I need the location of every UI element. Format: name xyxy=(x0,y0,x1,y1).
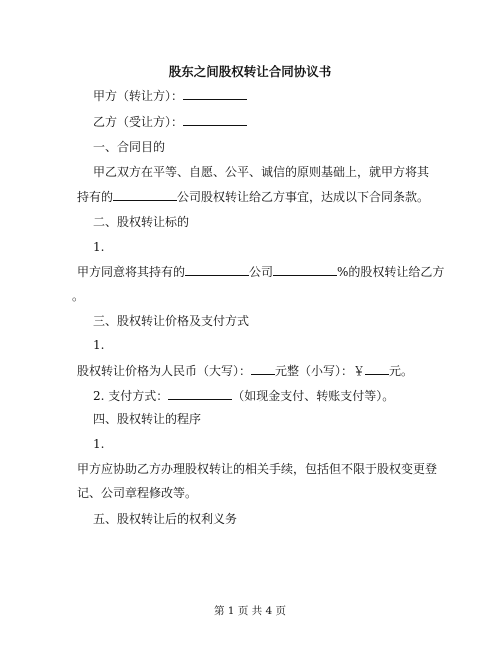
section-3-payment-label: 2. 支付方式： xyxy=(93,389,169,403)
section-2-company-blank xyxy=(185,263,249,276)
party-a-blank xyxy=(183,87,247,100)
section-2-heading: 二、股权转让标的 xyxy=(93,215,190,229)
section-3-payment-text: （如现金支付、转账支付等）。 xyxy=(232,389,395,403)
section-2-line-2: 。 xyxy=(72,289,85,303)
section-3-heading: 三、股权转让价格及支付方式 xyxy=(93,314,250,328)
section-4-heading: 四、股权转让的程序 xyxy=(93,412,202,426)
company-blank xyxy=(113,188,177,201)
party-a-label: 甲方（转让方）： xyxy=(93,89,184,103)
price-number-blank xyxy=(365,362,389,375)
page-number-footer: 第 1 页 共 4 页 xyxy=(213,605,287,617)
section-2-percent-blank xyxy=(273,263,337,276)
section-2-number: 1. xyxy=(93,240,105,254)
section-2-text-c: %的股权转让给乙方 xyxy=(337,265,445,279)
section-3-text-c: 元。 xyxy=(389,364,414,378)
party-b-line xyxy=(93,113,247,130)
section-1-paragraph-line-2 xyxy=(77,188,429,205)
section-3-payment-line xyxy=(93,387,394,404)
party-b-blank xyxy=(183,113,247,126)
section-4-number: 1. xyxy=(93,437,105,451)
section-1-text-b: 公司股权转让给乙方事宜，达成以下合同条款。 xyxy=(177,190,430,204)
section-3-number: 1. xyxy=(93,338,105,352)
party-b-label: 乙方（受让方）： xyxy=(93,115,184,129)
section-2-text-a: 甲方同意将其持有的 xyxy=(77,265,186,279)
section-4-line-1: 甲方应协助乙方办理股权转让的相关手续，包括但不限于股权变更登 xyxy=(77,462,438,476)
party-a-line xyxy=(93,87,247,104)
section-4-line-2: 记、公司章程修改等。 xyxy=(77,486,198,500)
section-1-text-a: 持有的 xyxy=(77,190,114,204)
section-3-text-a: 股权转让价格为人民币（大写）： xyxy=(77,364,252,378)
payment-method-blank xyxy=(168,387,232,400)
price-capital-blank xyxy=(251,362,275,375)
section-2-line-1 xyxy=(77,263,444,280)
section-3-text-b: 元整（小写）：￥ xyxy=(275,364,366,378)
section-3-price-line xyxy=(77,362,413,379)
section-5-heading: 五、股权转让后的权利义务 xyxy=(93,512,238,526)
section-2-text-b: 公司 xyxy=(249,265,274,279)
section-1-paragraph-line-1: 甲乙双方在平等、自愿、公平、诚信的原则基础上，就甲方将其 xyxy=(93,165,430,179)
document-title: 股东之间股权转让合同协议书 xyxy=(168,64,332,79)
section-1-heading: 一、合同目的 xyxy=(93,140,166,154)
